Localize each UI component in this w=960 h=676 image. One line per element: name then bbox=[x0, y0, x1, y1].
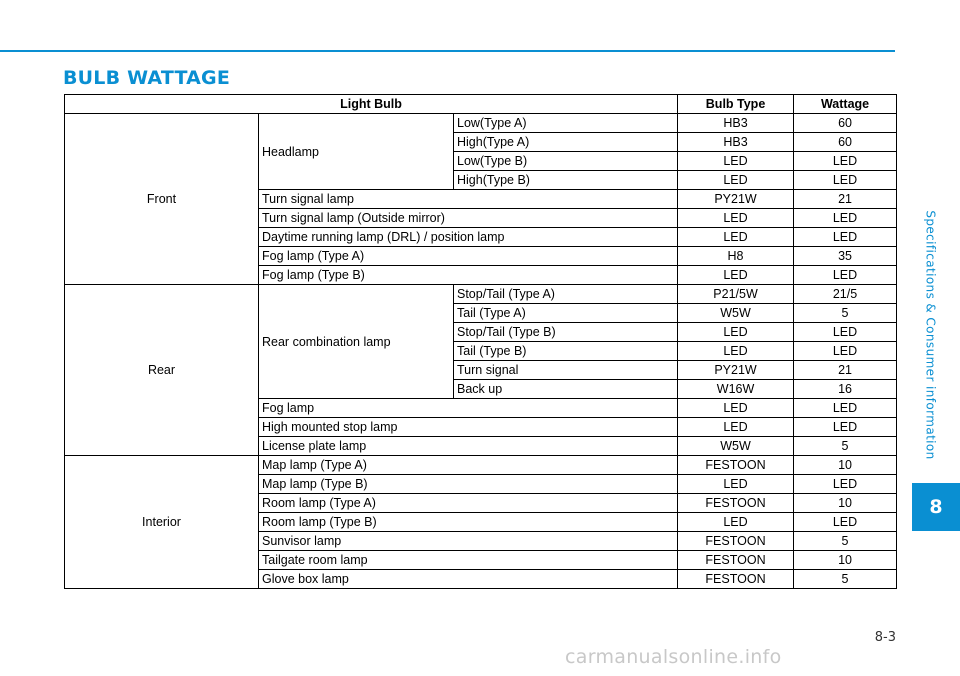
row-bulb-type: LED bbox=[678, 209, 794, 228]
row-label: Room lamp (Type B) bbox=[259, 513, 678, 532]
row-wattage: 35 bbox=[794, 247, 897, 266]
row-wattage: LED bbox=[794, 399, 897, 418]
row-bulb-type: W5W bbox=[678, 437, 794, 456]
row-wattage: LED bbox=[794, 475, 897, 494]
headlamp-label: Headlamp bbox=[259, 114, 454, 190]
row-wattage: 5 bbox=[794, 570, 897, 589]
row-bulb-type: LED bbox=[678, 152, 794, 171]
row-bulb-type: LED bbox=[678, 513, 794, 532]
row-label: Turn signal bbox=[454, 361, 678, 380]
header-wattage: Wattage bbox=[794, 95, 897, 114]
row-label: Tail (Type B) bbox=[454, 342, 678, 361]
row-label: Fog lamp (Type B) bbox=[259, 266, 678, 285]
row-wattage: LED bbox=[794, 266, 897, 285]
row-bulb-type: PY21W bbox=[678, 190, 794, 209]
row-wattage: 60 bbox=[794, 133, 897, 152]
chapter-side-label bbox=[913, 190, 949, 480]
row-label: Low(Type B) bbox=[454, 152, 678, 171]
row-wattage: 21/5 bbox=[794, 285, 897, 304]
row-bulb-type: LED bbox=[678, 418, 794, 437]
row-label: Low(Type A) bbox=[454, 114, 678, 133]
row-label: License plate lamp bbox=[259, 437, 678, 456]
row-bulb-type: W5W bbox=[678, 304, 794, 323]
chapter-side-label-text: Specifications & Consumer information bbox=[924, 210, 939, 460]
row-wattage: 5 bbox=[794, 532, 897, 551]
row-bulb-type: HB3 bbox=[678, 133, 794, 152]
row-bulb-type: LED bbox=[678, 171, 794, 190]
row-bulb-type: LED bbox=[678, 323, 794, 342]
page-number: 8-3 bbox=[874, 630, 896, 645]
row-wattage: LED bbox=[794, 228, 897, 247]
row-wattage: 10 bbox=[794, 494, 897, 513]
header-bulb-type: Bulb Type bbox=[678, 95, 794, 114]
row-label: Map lamp (Type A) bbox=[259, 456, 678, 475]
row-bulb-type: FESTOON bbox=[678, 570, 794, 589]
row-wattage: LED bbox=[794, 342, 897, 361]
row-label: Stop/Tail (Type A) bbox=[454, 285, 678, 304]
row-wattage: LED bbox=[794, 418, 897, 437]
row-wattage: 10 bbox=[794, 551, 897, 570]
row-label: Turn signal lamp (Outside mirror) bbox=[259, 209, 678, 228]
row-label: Fog lamp bbox=[259, 399, 678, 418]
row-bulb-type: HB3 bbox=[678, 114, 794, 133]
row-wattage: 16 bbox=[794, 380, 897, 399]
group-interior: Interior bbox=[65, 456, 259, 589]
row-label: High mounted stop lamp bbox=[259, 418, 678, 437]
row-bulb-type: P21/5W bbox=[678, 285, 794, 304]
row-bulb-type: LED bbox=[678, 266, 794, 285]
table-header-row bbox=[65, 95, 897, 114]
row-wattage: LED bbox=[794, 152, 897, 171]
row-wattage: LED bbox=[794, 209, 897, 228]
row-wattage: 21 bbox=[794, 190, 897, 209]
row-wattage: LED bbox=[794, 513, 897, 532]
row-label: Daytime running lamp (DRL) / position lamp bbox=[259, 228, 678, 247]
row-wattage: 21 bbox=[794, 361, 897, 380]
row-bulb-type: LED bbox=[678, 475, 794, 494]
row-wattage: 5 bbox=[794, 437, 897, 456]
page-title: BULB WATTAGE bbox=[63, 67, 231, 89]
row-wattage: 10 bbox=[794, 456, 897, 475]
row-label: High(Type A) bbox=[454, 133, 678, 152]
row-bulb-type: LED bbox=[678, 399, 794, 418]
row-wattage: LED bbox=[794, 171, 897, 190]
row-label: Turn signal lamp bbox=[259, 190, 678, 209]
header-light-bulb: Light Bulb bbox=[65, 95, 678, 114]
row-label: Map lamp (Type B) bbox=[259, 475, 678, 494]
row-label: Tailgate room lamp bbox=[259, 551, 678, 570]
row-bulb-type: LED bbox=[678, 342, 794, 361]
header-rule bbox=[0, 50, 895, 52]
row-label: Tail (Type A) bbox=[454, 304, 678, 323]
row-bulb-type: H8 bbox=[678, 247, 794, 266]
chapter-tab: 8 bbox=[912, 483, 960, 531]
row-bulb-type: FESTOON bbox=[678, 456, 794, 475]
table-row bbox=[65, 456, 897, 475]
table-row bbox=[65, 285, 897, 304]
row-bulb-type: FESTOON bbox=[678, 532, 794, 551]
row-label: Fog lamp (Type A) bbox=[259, 247, 678, 266]
row-bulb-type: LED bbox=[678, 228, 794, 247]
row-wattage: 60 bbox=[794, 114, 897, 133]
row-label: Back up bbox=[454, 380, 678, 399]
row-wattage: LED bbox=[794, 323, 897, 342]
row-bulb-type: W16W bbox=[678, 380, 794, 399]
row-label: Sunvisor lamp bbox=[259, 532, 678, 551]
watermark: carmanualsonline.info bbox=[565, 646, 782, 668]
row-wattage: 5 bbox=[794, 304, 897, 323]
row-label: Glove box lamp bbox=[259, 570, 678, 589]
bulb-wattage-table bbox=[64, 94, 897, 589]
group-front: Front bbox=[65, 114, 259, 285]
row-bulb-type: PY21W bbox=[678, 361, 794, 380]
row-bulb-type: FESTOON bbox=[678, 494, 794, 513]
group-rear: Rear bbox=[65, 285, 259, 456]
row-label: High(Type B) bbox=[454, 171, 678, 190]
rear-combination-label: Rear combination lamp bbox=[259, 285, 454, 399]
row-label: Room lamp (Type A) bbox=[259, 494, 678, 513]
table-row bbox=[65, 114, 897, 133]
row-label: Stop/Tail (Type B) bbox=[454, 323, 678, 342]
row-bulb-type: FESTOON bbox=[678, 551, 794, 570]
